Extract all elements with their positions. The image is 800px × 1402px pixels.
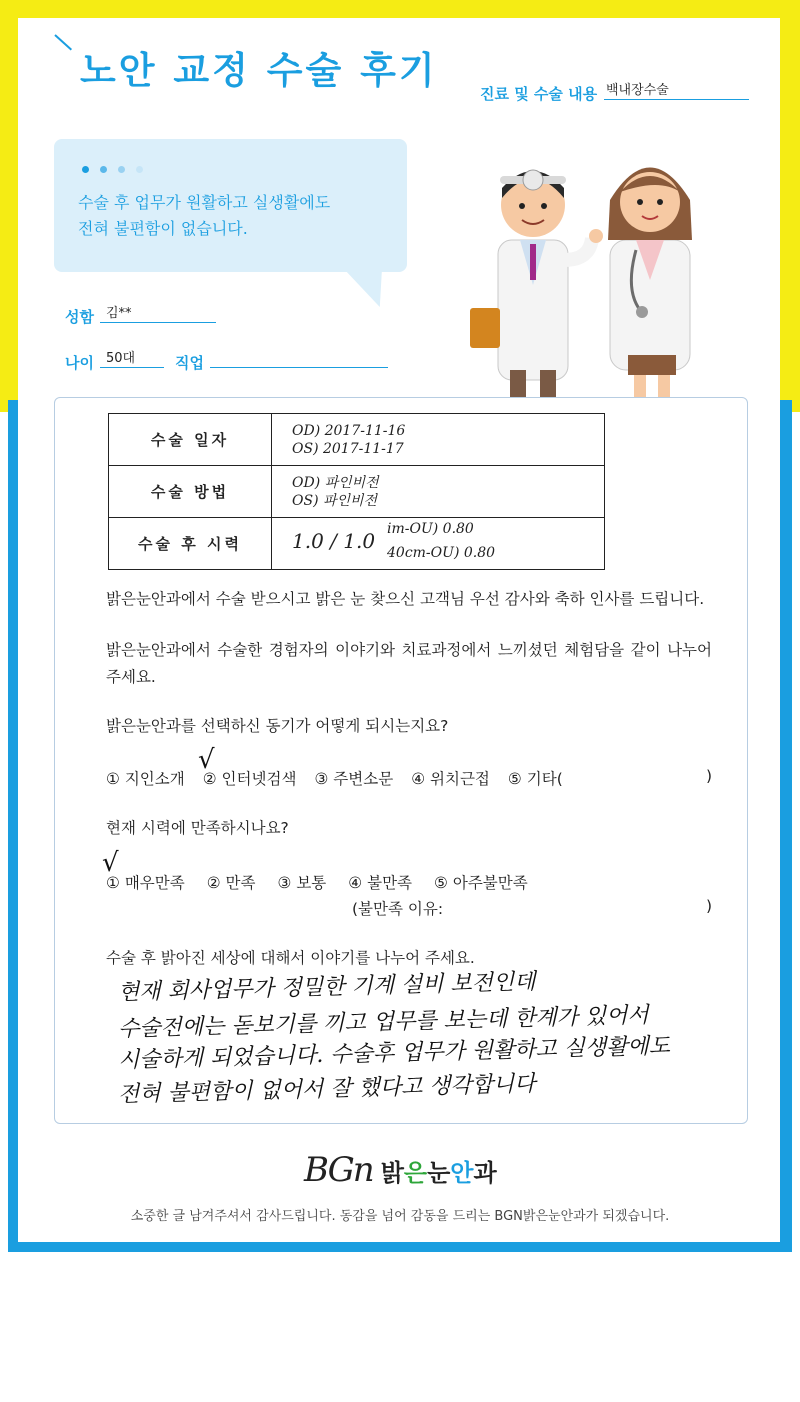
brand-name-5: 과 <box>473 1159 497 1187</box>
brand-name-3: 눈 <box>427 1159 451 1187</box>
q3-answer-line-3: 시술하게 되었습니다. 수술후 업무가 원활하고 실생활에도 <box>117 1033 671 1074</box>
q2-reason-close: ) <box>705 897 712 915</box>
dot-icon <box>118 166 125 173</box>
q3-answer-line-1: 현재 회사업무가 정밀한 기계 설비 보전인데 <box>117 969 536 1006</box>
brand-mark: BGn <box>304 1150 373 1190</box>
surgery-date-od: OD) 2017-11-16 <box>292 422 406 439</box>
q1-option-1: ① 지인소개 <box>106 770 185 788</box>
surgery-method-value <box>272 466 605 518</box>
q1-option-2: ② 인터넷검색 <box>202 770 297 788</box>
table-row <box>109 466 605 518</box>
table-row <box>109 414 605 466</box>
q3-question: 수술 후 밝아진 세상에 대해서 이야기를 나누어 주세요. <box>106 949 475 967</box>
quote-line-2: 전혀 불편함이 없습니다. <box>78 219 248 238</box>
male-doctor <box>470 170 603 398</box>
q1-option-5-close: ) <box>705 767 712 785</box>
q1-question: 밝은눈안과를 선택하신 동기가 어떻게 되시는지요? <box>106 717 449 735</box>
age-value: 50대 <box>100 347 164 368</box>
q1-option-4: ④ 위치근접 <box>411 770 490 788</box>
quote-text <box>78 190 330 242</box>
q3-answer-line-2: 수술전에는 돋보기를 끼고 업무를 보는데 한계가 있어서 <box>117 1003 650 1042</box>
post-vision-main: 1.0 / 1.0 <box>292 529 376 553</box>
q3-answer-line-4: 전혀 불편함이 없어서 잘 했다고 생각합니다 <box>117 1071 536 1108</box>
q2-reason-label: (불만족 이유: <box>352 900 444 918</box>
q2-option-5: ⑤ 아주불만족 <box>434 874 528 892</box>
q1-check-mark: √ <box>198 745 215 775</box>
job-label: 직업 <box>175 354 204 372</box>
job-value <box>210 347 388 368</box>
table-row <box>109 518 605 570</box>
dot-icon <box>82 166 89 173</box>
name-value: 김** <box>100 302 216 323</box>
surgery-method-os: OS) 파인비전 <box>292 492 378 509</box>
q2-reason <box>352 897 712 919</box>
post-vision-label: 수술 후 시력 <box>109 518 272 570</box>
surgery-date-os: OS) 2017-11-17 <box>292 440 404 457</box>
q2-check-mark: √ <box>102 848 119 878</box>
treatment-label: 진료 및 수술 내용 <box>480 85 598 103</box>
surgery-method-label: 수술 방법 <box>109 466 272 518</box>
treatment-value: 백내장수술 <box>604 79 749 100</box>
q1-option-5: ⑤ 기타( <box>507 770 563 788</box>
surgery-date-value <box>272 414 605 466</box>
age-label: 나이 <box>65 354 94 372</box>
q2-question: 현재 시력에 만족하시나요? <box>106 819 289 837</box>
q2-option-4: ④ 불만족 <box>348 874 413 892</box>
brand-logo <box>304 1150 497 1190</box>
q2-options <box>106 871 712 893</box>
brand-name-2: 은 <box>403 1159 428 1187</box>
q2-option-3: ③ 보통 <box>277 874 327 892</box>
brand-name <box>381 1153 497 1188</box>
intro-paragraph-2: 밝은눈안과에서 수술한 경험자의 이야기와 치료과정에서 느끼셨던 체험담을 같이 나누어주세요. <box>106 641 712 686</box>
surgery-method-od: OD) 파인비전 <box>292 474 379 491</box>
bubble-dots <box>82 166 143 173</box>
doctors-illustration <box>460 140 720 402</box>
female-doctor <box>608 168 692 398</box>
surgery-date-label: 수술 일자 <box>109 414 272 466</box>
footer-text: 소중한 글 남겨주셔서 감사드립니다. 동감을 넘어 감동을 드리는 BGN밝은눈안과가 되겠습니다. <box>130 1209 670 1224</box>
q2-option-2: ② 만족 <box>206 874 256 892</box>
dot-icon <box>136 166 143 173</box>
q1-options <box>106 767 712 789</box>
brand-name-4: 안 <box>450 1159 474 1187</box>
surgery-table <box>108 413 605 570</box>
q2-option-1: ① 매우만족 <box>106 874 185 892</box>
post-vision-40: 40cm-OU) 0.80 <box>387 545 496 561</box>
post-vision-value <box>272 518 605 570</box>
name-label: 성함 <box>65 308 94 326</box>
post-vision-im: im-OU) 0.80 <box>387 521 474 537</box>
q1-option-3: ③ 주변소문 <box>314 770 394 788</box>
intro-paragraph-1: 밝은눈안과에서 수술 받으시고 밝은 눈 찾으신 고객님 우선 감사와 축하 인사를 드립니다. <box>106 590 705 608</box>
page-title: 노안 교정 수술 후기 <box>80 49 438 92</box>
quote-line-1: 수술 후 업무가 원활하고 실생활에도 <box>78 193 331 212</box>
brand-name-1: 밝 <box>380 1159 404 1187</box>
dot-icon <box>100 166 107 173</box>
